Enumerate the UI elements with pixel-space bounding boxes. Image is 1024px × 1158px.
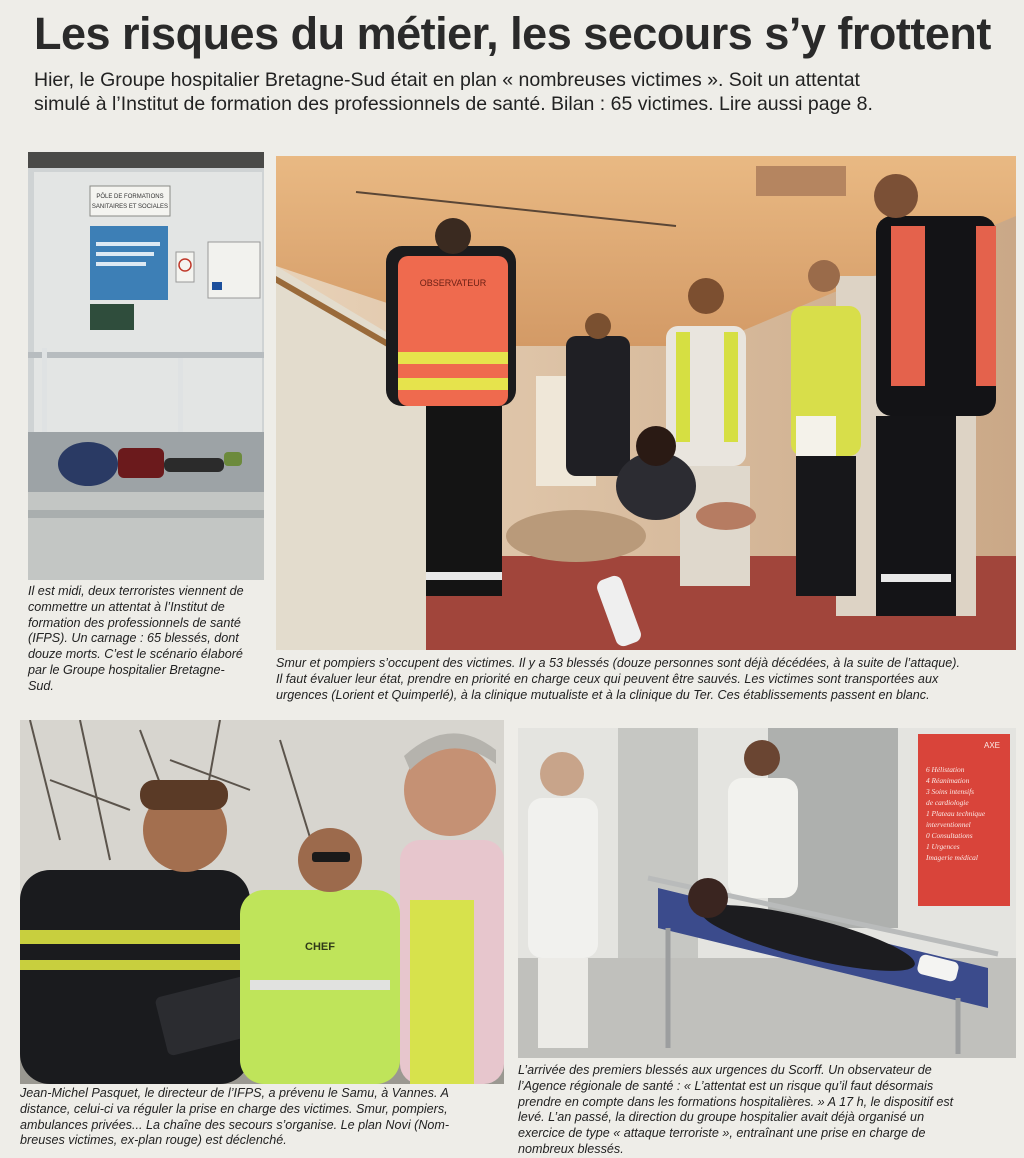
caption-line: breuses victimes, ex-plan rouge) est déclenché. bbox=[20, 1133, 287, 1148]
panel-line: 1 Plateau technique bbox=[926, 809, 986, 818]
caption-line: formation des professionnels de santé bbox=[28, 615, 241, 630]
article-lede bbox=[34, 68, 934, 116]
lede-line: Hier, le Groupe hospitalier Bretagne-Sud était en plan « nombreuses victimes ». Soit un attentat bbox=[34, 69, 860, 91]
caption-line: urgences (Lorient et Quimperlé), à la clinique mutualiste et à la clinique du Ter. Ces établissements passent en blanc. bbox=[276, 687, 930, 702]
photo-stretcher-emergency bbox=[518, 728, 1016, 1058]
panel-line: Imagerie médical bbox=[926, 853, 978, 862]
caption-line: commettre un attentat à l’Institut de bbox=[28, 599, 225, 614]
caption-line: levé. L’an passé, la direction du groupe hospitalier avait déjà organisé un bbox=[518, 1110, 925, 1125]
caption-line: ambulances privées... La chaîne des secours s’organise. Le plan Novi (Nom- bbox=[20, 1117, 450, 1132]
caption-photo-3 bbox=[20, 1086, 504, 1149]
panel-line: 4 Réanimation bbox=[926, 776, 970, 785]
caption-line: (IFPS). Un carnage : 65 blessés, dont bbox=[28, 631, 239, 646]
caption-line: prendre en compte dans les formations hospitalières. » A 17 h, le dispositif est bbox=[518, 1094, 954, 1109]
article-headline: Les risques du métier, les secours s’y frottent bbox=[34, 8, 991, 59]
photo-corridor-rescue bbox=[276, 156, 1016, 650]
sign-text-line: SANITAIRES ET SOCIALES bbox=[91, 204, 169, 210]
panel-line: 3 Soins intensifs bbox=[926, 787, 975, 796]
panel-title: AXE bbox=[983, 741, 1000, 750]
panel-line: de cardiologie bbox=[926, 798, 969, 807]
caption-line: distance, celui-ci va réguler la prise en charge des victimes. Smur, pompiers, bbox=[20, 1101, 448, 1116]
caption-line: l’Agence régionale de santé : « L’attentat est un risque qu’il faut désormais bbox=[518, 1078, 934, 1093]
panel-line: 1 Urgences bbox=[926, 842, 960, 851]
caption-line: par le Groupe hospitalier Bretagne- bbox=[28, 662, 225, 677]
lede-line: simulé à l’Institut de formation des professionnels de santé. Bilan : 65 victimes. Lire aussi page 8. bbox=[34, 93, 873, 115]
caption-line: Jean-Michel Pasquet, le directeur de l’IFPS, a prévenu le Samu, à Vannes. A bbox=[20, 1086, 449, 1100]
panel-line: 0 Consultations bbox=[926, 831, 973, 840]
caption-line: Sud. bbox=[28, 678, 54, 693]
panel-line: 6 Hélistation bbox=[926, 765, 965, 774]
caption-line: Il est midi, deux terroristes viennent de bbox=[28, 584, 244, 598]
caption-line: douze morts. C’est le scénario élaboré bbox=[28, 647, 243, 662]
observer-vest-text: OBSERVATEUR bbox=[419, 278, 487, 288]
panel-line: interventionnel bbox=[926, 820, 971, 829]
caption-line: exercice de type « attaque terroriste », entraînant une prise en charge de bbox=[518, 1126, 926, 1141]
photo-director-and-chiefs bbox=[20, 720, 504, 1084]
caption-line: L’arrivée des premiers blessés aux urgences du Scorff. Un observateur de bbox=[518, 1063, 932, 1077]
sign-text-line: PÔLE DE FORMATIONS bbox=[96, 194, 164, 200]
caption-photo-2 bbox=[276, 656, 1016, 703]
caption-line: Smur et pompiers s’occupent des victimes. Il y a 53 blessés (douze personnes sont déjà décédées, à la suite de l’attaque). bbox=[276, 656, 960, 670]
caption-line: nombreux blessés. bbox=[518, 1141, 624, 1156]
caption-photo-1 bbox=[28, 584, 264, 695]
chef-vest-text: CHEF bbox=[305, 941, 335, 953]
caption-line: Il faut évaluer leur état, prendre en priorité en charge ceux qui peuvent être sauvés. Les victimes sont transportées aux bbox=[276, 671, 939, 686]
photo-building-entrance bbox=[28, 152, 264, 580]
caption-photo-4 bbox=[518, 1063, 1016, 1158]
